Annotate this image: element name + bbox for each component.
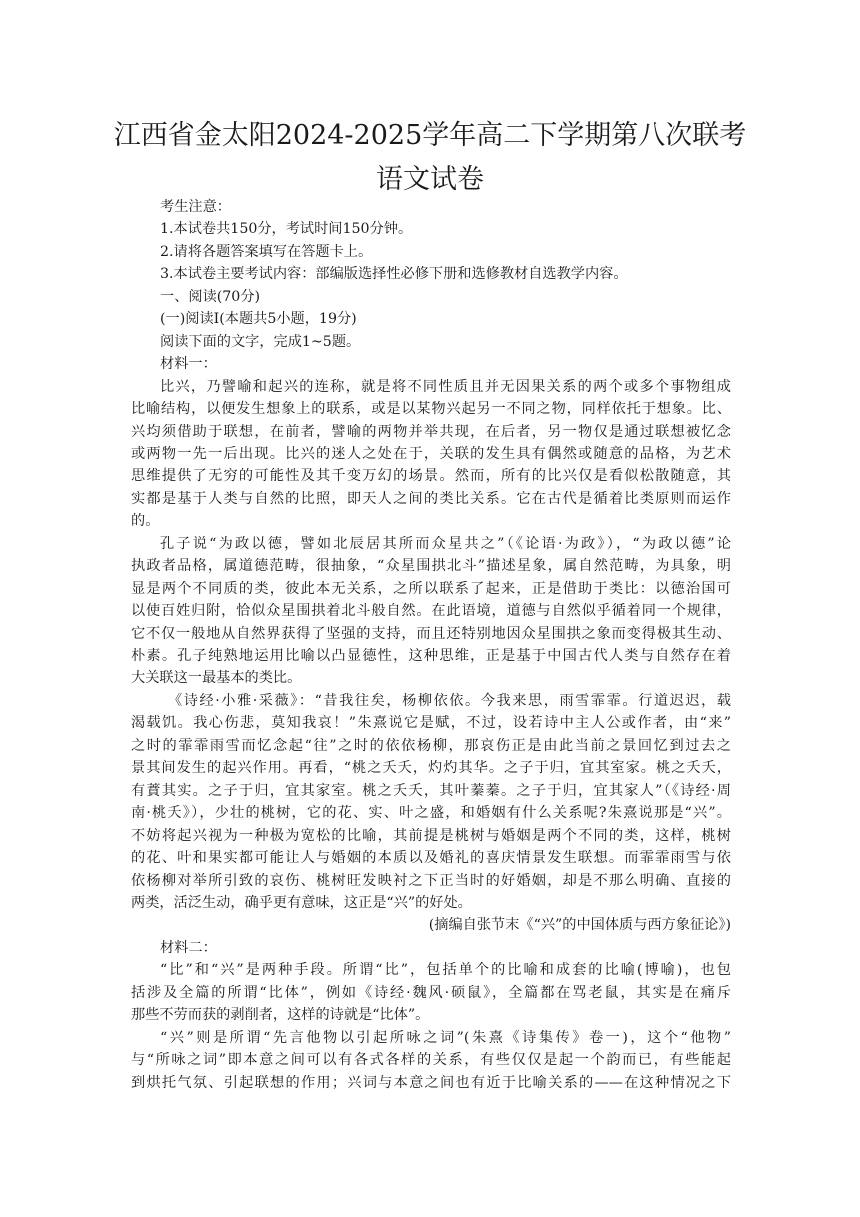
paragraph-line: 之时的霏霏雨雪而忆念起“往”之时的依依杨柳，那哀伤正是由此当前之景回忆到过去之 xyxy=(131,737,731,754)
paragraph-line: 大关联这一最基本的类比。 xyxy=(131,670,302,687)
material-label: 材料一： xyxy=(160,356,217,373)
notice-heading: 考生注意： xyxy=(160,199,231,215)
paragraph-line: 的。 xyxy=(131,513,160,530)
paragraph-line: 比喻结构，以便发生想象上的联系，或是以某物兴起另一不同之物，同样依托于想象。比、 xyxy=(131,401,731,418)
exam-subtitle: 语文试卷 xyxy=(376,164,484,195)
paragraph-line: 孔子说“为政以德，譬如北辰居其所而众星共之”（《论语·为政》），“为政以德”论 xyxy=(160,535,731,552)
paragraph-line: 括涉及全篇的所谓“比体”，例如《诗经·魏风·硕鼠》，全篇都在骂老鼠，其实是在痛斥 xyxy=(131,984,731,1001)
paragraph-line: 朴素。孔子纯熟地运用比喻以凸显德性，这种思维，正是基于中国古代人类与自然存在着 xyxy=(131,648,731,664)
paragraph-line: “比”和“兴”是两种手段。所谓“比”，包括单个的比喻和成套的比喻(博喻)，也包 xyxy=(160,962,731,979)
paragraph-line: 南·桃夭》），少壮的桃树，它的花、实、叶之盛，和婚姻有什么关系呢?朱熹说那是“兴”。 xyxy=(131,805,731,822)
paragraph-line: 渴载饥。我心伤悲，莫知我哀！”朱熹说它是赋，不过，设若诗中主人公或作者，由“来” xyxy=(131,715,731,732)
paragraph-line: 思维提供了无穷的可能性及其千变万幻的场景。然而，所有的比兴仅是看似松散随意，其 xyxy=(131,468,731,485)
paragraph-line: 不妨将起兴视为一种极为宽松的比喻，其前提是桃树与婚姻是两个不同的类，这样，桃树 xyxy=(131,827,731,844)
paragraph-line: 比兴，乃譬喻和起兴的连称，就是将不同性质且并无因果关系的两个或多个事物组成 xyxy=(160,378,731,395)
paragraph-line: 与“所咏之词”即本意之间可以有各式各样的关系，有些仅仅是起一个韵而已，有些能起 xyxy=(131,1052,731,1069)
section-subheading: (一)阅读Ⅰ(本题共5小题，19分) xyxy=(160,311,357,328)
paragraph-line: 依杨柳对举所引致的哀伤、桃树旺发映衬之下正当时的好婚姻，却是不那么明确、直接的 xyxy=(131,872,731,889)
notice-item: 2.请将各题答案填写在答题卡上。 xyxy=(160,243,373,260)
paragraph-line: 景其间发生的起兴作用。再看，“桃之夭夭，灼灼其华。之子于归，宜其室家。桃之夭夭， xyxy=(131,760,731,777)
source-citation: (摘编自张节末《“兴”的中国体质与西方象征论》) xyxy=(428,917,731,934)
notice-item: 3.本试卷主要考试内容：部编版选择性必修下册和选修教材自选教学内容。 xyxy=(160,266,628,283)
exam-title: 江西省金太阳2024-2025学年高二下学期第八次联考 xyxy=(113,120,747,151)
section-heading: 一、阅读(70分) xyxy=(160,288,261,305)
notice-item: 1.本试卷共150分，考试时间150分钟。 xyxy=(160,221,413,238)
paragraph-line: 两类，活泛生动，确乎更有意味，这正是“兴”的好处。 xyxy=(131,894,472,911)
material-label: 材料二： xyxy=(160,939,217,956)
paragraph-line: “兴”则是所谓“先言他物以引起所咏之词”(朱熹《诗集传》卷一)，这个“他物” xyxy=(160,1029,731,1046)
paragraph-line: 执政者品格，属道德范畴，很抽象，“众星围拱北斗”描述星象，属自然范畴，为具象，明 xyxy=(131,558,731,575)
paragraph-line: 到烘托气氛、引起联想的作用；兴词与本意之间也有近于比喻关系的——在这种情况之下 xyxy=(131,1074,731,1091)
paragraph-line: 显是两个不同质的类，彼此本无关系，之所以联系了起来，正是借助于类比：以德治国可 xyxy=(131,580,731,597)
paragraph-line: 它不仅一般地从自然界获得了坚强的支持，而且还特别地因众星围拱之象而变得极其生动、 xyxy=(131,625,731,642)
paragraph-line: 或两物一先一后出现。比兴的迷人之处在于，关联的发生具有偶然或随意的品格，为艺术 xyxy=(131,445,731,462)
paragraph-line: 那些不劳而获的剥削者，这样的诗就是“比体”。 xyxy=(131,1007,430,1024)
paragraph-line: 以使百姓归附，恰似众星围拱着北斗般自然。在此语境，道德与自然似乎循着同一个规律， xyxy=(131,603,731,620)
paragraph-line: 实都是基于人类与自然的比照，即天人之间的类比关系。它在古代是循着比类原则而运作 xyxy=(131,490,731,507)
paragraph-line: 《诗经·小雅·采薇》：“昔我往矣，杨柳依依。今我来思，雨雪霏霏。行道迟迟，载 xyxy=(168,692,731,709)
section-instruction: 阅读下面的文字，完成1~5题。 xyxy=(160,333,361,350)
paragraph-line: 有蕡其实。之子于归，宜其家室。桃之夭夭，其叶蓁蓁。之子于归，宜其家人”（《诗经·周 xyxy=(131,782,731,799)
paragraph-line: 兴均须借助于联想，在前者，譬喻的两物并举共现，在后者，另一物仅是通过联想被忆念 xyxy=(131,423,731,440)
paragraph-line: 的花、叶和果实都可能让人与婚姻的本质以及婚礼的喜庆情景发生联想。而霏霏雨雪与依 xyxy=(131,850,731,867)
